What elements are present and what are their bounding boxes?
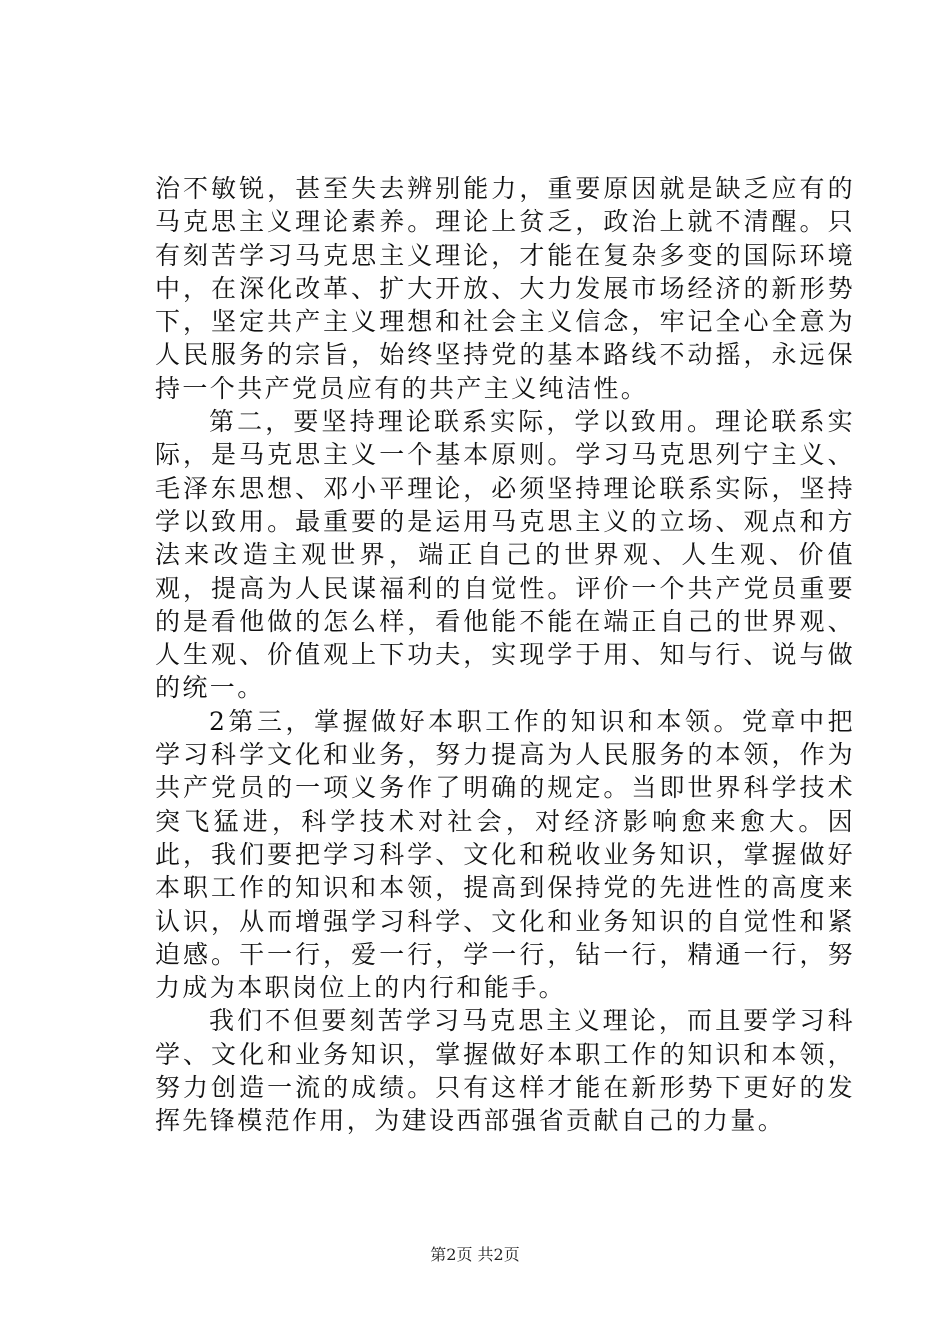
document-body — [155, 172, 855, 1138]
paragraph-third-point: 2第三，掌握做好本职工作的知识和本领。党章中把学习科学文化和业务，努力提高为人民服务的本领，作为共产党员的一项义务作了明确的规定。当即世界科学技术突飞猛进，科学技术对社会，对经济影响愈来愈大。因此，我们要把学习科学、文化和税收业务知识，掌握做好本职工作的知识和本领，提高到保持党的先进性的高度来认识，从而增强学习科学、文化和业务知识的自觉性和紧迫感。干一行，爱一行，学一行，钻一行，精通一行，努力成为本职岗位上的内行和能手。 — [155, 706, 855, 1003]
page-footer: 第2页 共2页 — [430, 1245, 520, 1264]
paragraph-continuation: 治不敏锐，甚至失去辨别能力，重要原因就是缺乏应有的马克思主义理论素养。理论上贫乏，政治上就不清醒。只有刻苦学习马克思主义理论，才能在复杂多变的国际环境中，在深化改革、扩大开放、大力发展市场经济的新形势下，坚定共产主义理想和社会主义信念，牢记全心全意为人民服务的宗旨，始终坚持党的基本路线不动摇，永远保持一个共产党员应有的共产主义纯洁性。 — [155, 174, 855, 403]
paragraph-conclusion: 我们不但要刻苦学习马克思主义理论，而且要学习科学、文化和业务知识，掌握做好本职工作的知识和本领，努力创造一流的成绩。只有这样才能在新形势下更好的发挥先锋模范作用，为建设西部强省贡献自己的力量。 — [155, 1006, 855, 1136]
paragraph-second-point: 第二，要坚持理论联系实际，学以致用。理论联系实际，是马克思主义一个基本原则。学习马克思列宁主义、毛泽东思想、邓小平理论，必须坚持理论联系实际，坚持学以致用。最重要的是运用马克思主义的立场、观点和方法来改造主观世界，端正自己的世界观、人生观、价值观，提高为人民谋福利的自觉性。评价一个共产党员重要的是看他做的怎么样，看他能不能在端正自己的世界观、人生观、价值观上下功夫，实现学于用、知与行、说与做的统一。 — [155, 407, 855, 703]
